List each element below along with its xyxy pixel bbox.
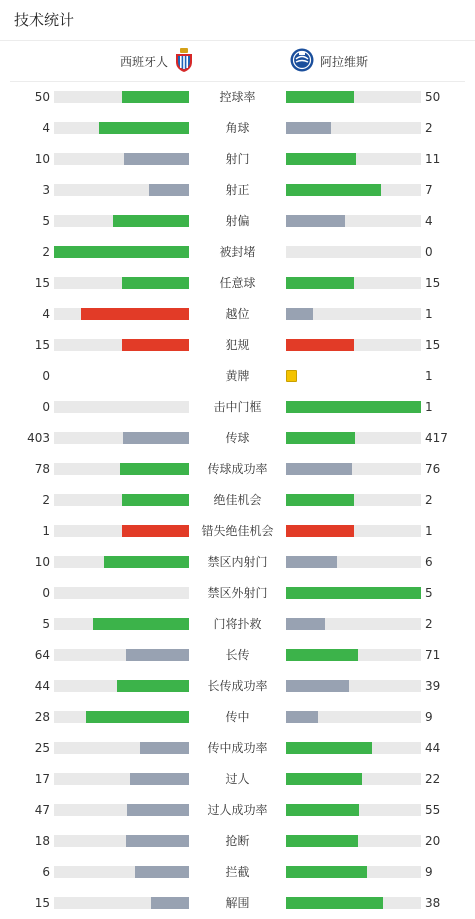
away-value: 55 [425,803,441,817]
alaves-crest-icon [290,48,314,75]
away-bar-track [286,897,421,909]
home-bar-fill [93,618,189,630]
away-bar-fill [286,91,354,103]
home-value: 1 [42,524,50,538]
stat-label: 射门 [225,152,250,166]
home-value: 25 [34,741,50,755]
home-bar-track [54,494,189,506]
away-value: 44 [425,741,441,755]
home-value: 5 [42,214,50,228]
home-bar-track [54,153,189,165]
stat-label: 犯规 [225,338,250,352]
stat-label: 击中门框 [213,400,262,414]
stat-label: 任意球 [219,276,256,290]
stat-row [0,237,475,268]
home-bar-track [54,246,189,258]
home-value: 2 [42,493,50,507]
home-value: 10 [34,152,50,166]
stat-label: 过人成功率 [207,803,268,817]
stat-row [0,392,475,423]
home-value: 50 [34,90,50,104]
stat-row [0,888,475,919]
stat-row [0,640,475,671]
home-bar-track [54,339,189,351]
away-bar-fill [286,866,367,878]
home-value: 18 [34,834,50,848]
away-value: 4 [425,214,433,228]
home-team-name: 西班牙人 [120,54,169,69]
stat-row [0,206,475,237]
away-bar-track [286,618,421,630]
stat-row [0,144,475,175]
stat-row [0,330,475,361]
stat-label: 射正 [225,183,250,197]
home-bar-fill [123,432,189,444]
stat-row [0,485,475,516]
home-bar-fill [81,308,189,320]
stat-label: 抢断 [225,834,250,848]
home-bar-track [54,897,189,909]
home-bar-track [54,773,189,785]
away-bar-fill [286,525,354,537]
stat-label: 长传 [225,648,250,662]
home-bar-fill [122,339,190,351]
away-bar-track [286,215,421,227]
stat-row [0,826,475,857]
stat-row [0,175,475,206]
away-bar-track [286,184,421,196]
home-bar-fill [99,122,189,134]
away-bar-fill [286,339,354,351]
away-bar-fill [286,277,354,289]
away-value: 71 [425,648,441,662]
away-value: 1 [425,307,433,321]
away-bar-fill [286,587,421,599]
home-bar-fill [113,215,189,227]
away-bar-fill [286,308,313,320]
away-bar-track [286,277,421,289]
home-value: 0 [42,400,50,414]
home-bar-fill [122,525,190,537]
home-bar-track [54,401,189,413]
stat-row [0,671,475,702]
stat-row [0,454,475,485]
home-bar-track [54,618,189,630]
home-value: 4 [42,307,50,321]
away-bar-fill [286,711,318,723]
stat-label: 过人 [225,772,250,786]
away-bar-fill [286,618,325,630]
away-bar-fill [286,184,381,196]
stat-label: 越位 [225,307,250,321]
home-bar-fill [151,897,189,909]
home-value: 2 [42,245,50,259]
stat-label: 传球 [225,431,250,445]
home-bar-track [54,649,189,661]
away-bar-fill [286,153,356,165]
stat-label: 控球率 [219,90,256,104]
home-bar-track [54,835,189,847]
stat-row [0,299,475,330]
away-bar-fill [286,773,362,785]
away-value: 20 [425,834,441,848]
away-bar-fill [286,804,359,816]
away-bar-fill [286,494,354,506]
stat-row [0,702,475,733]
away-bar-track [286,804,421,816]
away-value: 50 [425,90,441,104]
stat-row [0,113,475,144]
away-value: 1 [425,400,433,414]
away-value: 417 [425,431,448,445]
espanyol-crest-icon [174,48,194,75]
home-bar-track [54,711,189,723]
home-bar-fill [104,556,189,568]
home-bar-track [54,432,189,444]
home-bar-fill [122,494,190,506]
home-bar-fill [120,463,189,475]
home-value: 3 [42,183,50,197]
away-value: 38 [425,896,441,910]
stat-label: 被封堵 [219,245,256,259]
stat-label: 禁区内射门 [207,555,268,569]
away-bar-track [286,432,421,444]
home-value: 5 [42,617,50,631]
home-bar-fill [126,835,189,847]
away-bar-track [286,463,421,475]
away-value: 2 [425,617,433,631]
home-bar-track [54,556,189,568]
away-bar-fill [286,432,355,444]
home-value: 17 [34,772,50,786]
home-bar-track [54,215,189,227]
teams-header [10,41,465,82]
stat-label: 传球成功率 [207,462,268,476]
stat-label: 禁区外射门 [207,586,268,600]
home-bar-track [54,277,189,289]
away-bar-track [286,122,421,134]
home-bar-fill [135,866,189,878]
away-bar-track [286,835,421,847]
stat-row [0,795,475,826]
away-bar-fill [286,401,421,413]
away-bar-fill [286,556,337,568]
stat-label: 黄牌 [225,369,250,383]
away-bar-track [286,587,421,599]
away-bar-fill [286,463,352,475]
away-value: 0 [425,245,433,259]
away-bar-track [286,773,421,785]
away-value: 76 [425,462,441,476]
stat-row [0,361,475,392]
away-bar-fill [286,742,372,754]
home-value: 15 [34,276,50,290]
away-bar-track [286,91,421,103]
away-bar-fill [286,835,358,847]
away-bar-fill [286,215,345,227]
home-bar-fill [124,153,189,165]
stat-label: 射偏 [225,214,250,228]
stat-row [0,609,475,640]
away-bar-fill [286,122,331,134]
home-value: 403 [27,431,50,445]
stat-row [0,516,475,547]
home-bar-fill [117,680,189,692]
home-value: 15 [34,338,50,352]
away-bar-track [286,308,421,320]
home-value: 10 [34,555,50,569]
away-team-name: 阿拉维斯 [320,54,369,69]
home-bar-track [54,587,189,599]
away-value: 9 [425,865,433,879]
home-bar-track [54,463,189,475]
away-value: 2 [425,493,433,507]
away-bar-track [286,680,421,692]
away-value: 1 [425,369,433,383]
away-value: 39 [425,679,441,693]
away-value: 9 [425,710,433,724]
home-bar-fill [130,773,189,785]
home-bar-fill [86,711,189,723]
home-value: 15 [34,896,50,910]
away-value: 22 [425,772,441,786]
home-bar-fill [122,91,190,103]
away-bar-track [286,866,421,878]
home-bar-fill [54,246,189,258]
away-value: 7 [425,183,433,197]
stat-row [0,857,475,888]
away-bar-track [286,401,421,413]
home-value: 47 [34,803,50,817]
away-bar-track [286,494,421,506]
away-bar-fill [286,649,358,661]
away-value: 15 [425,276,441,290]
home-bar-fill [140,742,189,754]
stat-row [0,578,475,609]
home-team[interactable] [114,41,194,81]
home-bar-track [54,91,189,103]
away-value: 11 [425,152,441,166]
stat-row [0,82,475,113]
home-value: 28 [34,710,50,724]
home-value: 78 [34,462,50,476]
away-bar-fill [286,897,383,909]
page-title: 技术统计 [0,0,475,41]
home-value: 64 [34,648,50,662]
stat-label: 拦截 [225,865,250,879]
away-value: 1 [425,524,433,538]
away-bar-fill [286,680,349,692]
home-value: 4 [42,121,50,135]
stat-label: 错失绝佳机会 [201,524,274,538]
home-bar-track [54,184,189,196]
stats-list [0,82,475,919]
home-bar-track [54,680,189,692]
home-bar-track [54,122,189,134]
away-team[interactable] [290,41,374,81]
home-value: 0 [42,369,50,383]
away-value: 15 [425,338,441,352]
away-bar-track [286,246,421,258]
home-bar-track [54,804,189,816]
away-bar-track [286,649,421,661]
away-bar-track [286,742,421,754]
home-value: 0 [42,586,50,600]
stat-label: 解围 [225,896,250,910]
stat-label: 门将扑救 [213,617,262,631]
away-value: 6 [425,555,433,569]
away-value: 5 [425,586,433,600]
away-value: 2 [425,121,433,135]
home-bar-track [54,866,189,878]
stat-label: 传中 [225,710,250,724]
away-bar-track [286,711,421,723]
stat-row [0,733,475,764]
stat-row [0,423,475,454]
stat-label: 角球 [225,121,250,135]
away-bar-track [286,339,421,351]
stat-row [0,268,475,299]
stat-row [0,764,475,795]
home-value: 6 [42,865,50,879]
stat-label: 传中成功率 [207,741,268,755]
home-bar-fill [122,277,190,289]
home-bar-fill [126,649,189,661]
home-value: 44 [34,679,50,693]
home-bar-track [54,742,189,754]
away-bar-track [286,525,421,537]
away-bar-track [286,556,421,568]
stat-label: 长传成功率 [207,679,268,693]
home-bar-fill [149,184,190,196]
home-bar-track [54,308,189,320]
away-bar-track [286,153,421,165]
home-bar-track [54,525,189,537]
yellow-card-icon [286,370,297,382]
home-bar-fill [127,804,189,816]
stat-label: 绝佳机会 [213,493,262,507]
stat-row [0,547,475,578]
